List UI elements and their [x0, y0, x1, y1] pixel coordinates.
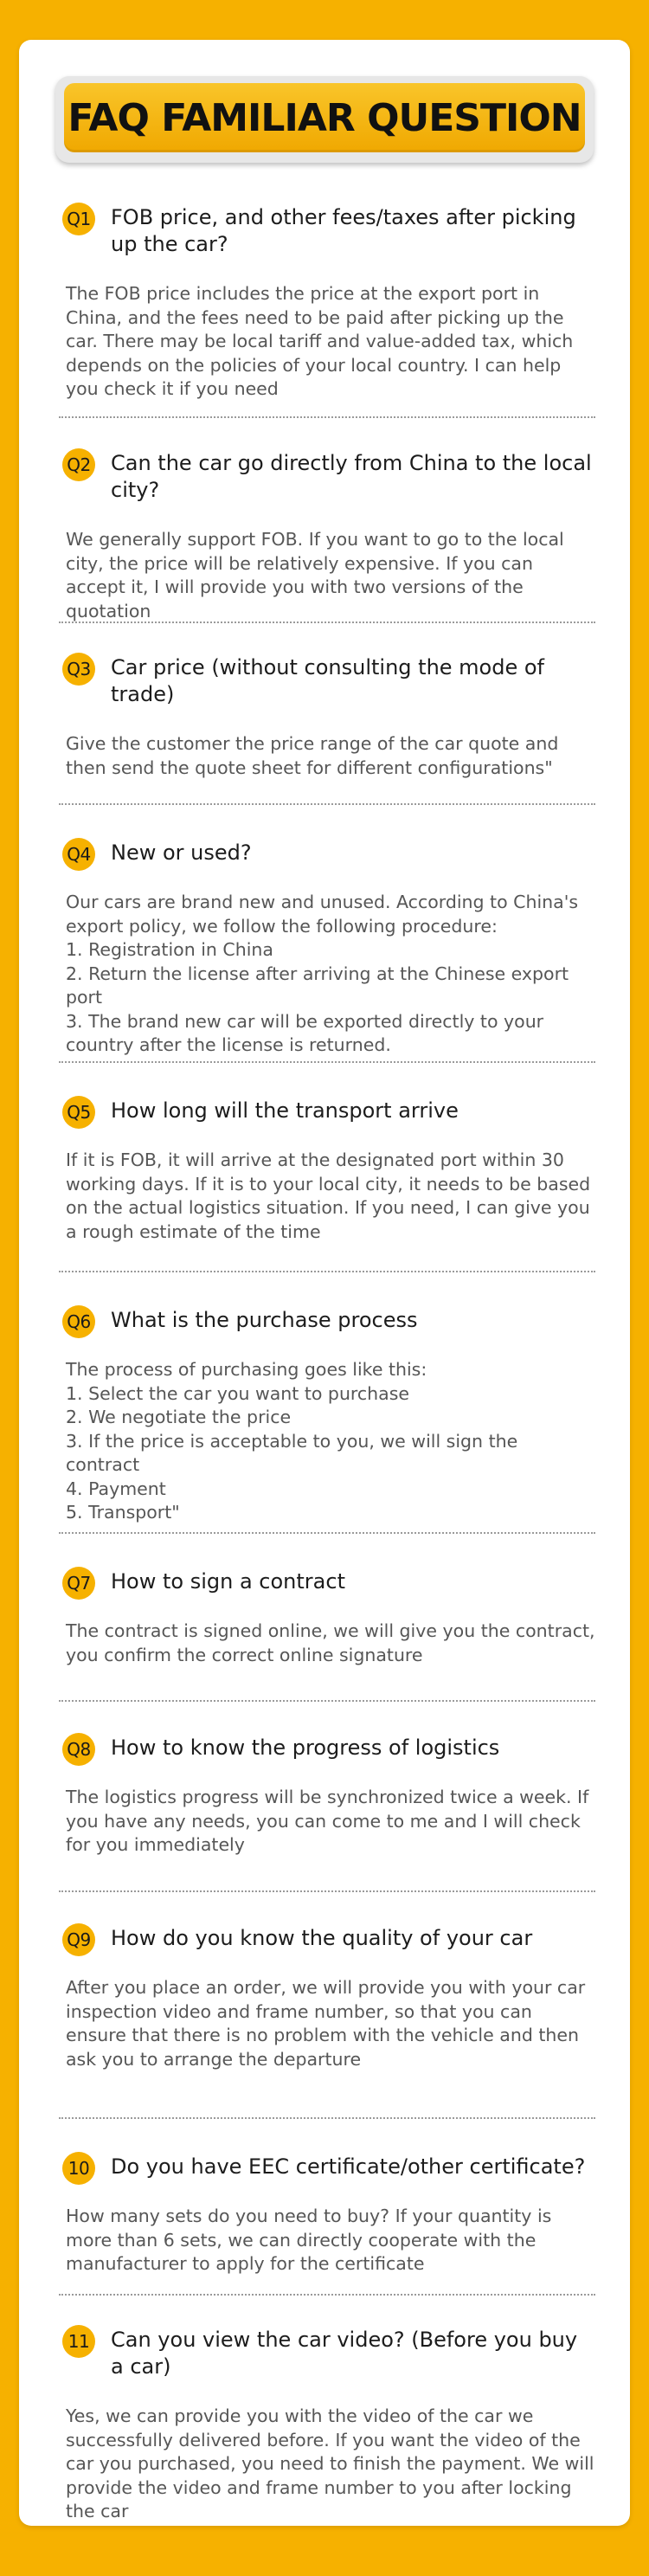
question-number-badge: Q2: [62, 448, 95, 481]
faq-item-4: [62, 838, 595, 1058]
question-text: Do you have EEC certificate/other certificate?: [111, 2154, 586, 2179]
dotted-divider: [59, 1532, 595, 1534]
question-text: How to know the progress of logistics: [111, 1736, 500, 1760]
dotted-divider: [59, 1890, 595, 1892]
question-text: How long will the transport arrive: [111, 1098, 459, 1123]
question-text: Can you view the car video? (Before you buy a car): [111, 2328, 578, 2379]
question-row: [62, 203, 595, 258]
question-number-badge: 11: [62, 2325, 95, 2358]
question-text: FOB price, and other fees/taxes after picking up the car?: [111, 205, 576, 256]
faq-item-8: [62, 1733, 595, 1858]
faq-item-1: [62, 203, 595, 402]
answer-text: After you place an order, we will provide you with your car inspection video and frame number, so that you can ensure that there is no problem with the vehicle and then ask you to arrange the departure: [66, 1977, 586, 2070]
answer-text: The FOB price includes the price at the export port in China, and the fees need to be paid after picking up the car. There may be local tariff and value-added tax, which depends on the policies of your local country. I can help you check it if you need: [66, 283, 574, 399]
answer-text: We generally support FOB. If you want to go to the local city, the price will be relatively expensive. If you can accept it, I will provide you with two versions of the quotation: [66, 529, 564, 621]
faq-item-9: [62, 1923, 595, 2071]
answer-text: The contract is signed online, we will give you the contract, you confirm the correct online signature: [66, 1620, 595, 1665]
faq-card: [19, 40, 630, 2526]
question-number-badge: Q9: [62, 1923, 95, 1956]
title-banner-inner: [64, 83, 585, 152]
faq-item-11: [62, 2325, 595, 2524]
question-row: [62, 448, 595, 504]
question-row: [62, 653, 595, 708]
answer-text: Our cars are brand new and unused. According to China's export policy, we follow the following procedure: 1. Registration in China 2. Return the license after arriving at the Chinese export port 3. The brand new car will be exported directly to your country after the license is returned.: [66, 892, 579, 1055]
question-number-badge: Q1: [62, 203, 95, 235]
question-number-badge: Q4: [62, 838, 95, 871]
faq-item-10: [62, 2152, 595, 2277]
answer-text: The logistics progress will be synchronized twice a week. If you have any needs, you can come to me and I will check for you immediately: [66, 1787, 589, 1855]
question-text: Car price (without consulting the mode of trade): [111, 655, 544, 706]
faq-item-3: [62, 653, 595, 780]
faq-item-7: [62, 1567, 595, 1667]
question-row: [62, 1923, 595, 1952]
dotted-divider: [59, 1700, 595, 1702]
question-row: [62, 838, 595, 866]
dotted-divider: [59, 416, 595, 418]
answer-text: If it is FOB, it will arrive at the designated port within 30 working days. If it is to your local city, it needs to be based on the actual logistics situation. If you need, I can give you a rough estimate of the time: [66, 1150, 591, 1242]
question-number-badge: Q3: [62, 653, 95, 686]
faq-item-5: [62, 1096, 595, 1244]
question-row: [62, 2325, 595, 2380]
question-number-badge: 10: [62, 2152, 95, 2185]
dotted-divider: [59, 621, 595, 623]
question-row: [62, 1096, 595, 1124]
answer-text: How many sets do you need to buy? If your quantity is more than 6 sets, we can directly cooperate with the manufacturer to apply for the certificate: [66, 2206, 552, 2274]
question-row: [62, 1305, 595, 1334]
title-banner: [55, 76, 594, 163]
question-row: [62, 1733, 595, 1761]
dotted-divider: [59, 1061, 595, 1063]
faq-item-2: [62, 448, 595, 623]
faq-item-6: [62, 1305, 595, 1525]
question-text: What is the purchase process: [111, 1308, 418, 1332]
dotted-divider: [59, 803, 595, 805]
question-text: Can the car go directly from China to the local city?: [111, 451, 592, 502]
dotted-divider: [59, 2294, 595, 2296]
dotted-divider: [59, 1271, 595, 1272]
question-row: [62, 2152, 595, 2180]
question-number-badge: Q7: [62, 1567, 95, 1600]
question-number-badge: Q5: [62, 1096, 95, 1129]
answer-text: The process of purchasing goes like this: 1. Select the car you want to purchase 2. We negotiate the price 3. If the price is acceptable to you, we will sign the contract 4. Payment 5. Transport": [66, 1359, 518, 1523]
question-row: [62, 1567, 595, 1595]
question-text: New or used?: [111, 840, 252, 865]
dotted-divider: [59, 2117, 595, 2119]
answer-text: Yes, we can provide you with the video of the car we successfully delivered before. If you want the video of the car you purchased, you need to finish the payment. We will provide the video and frame number to you after locking the car: [66, 2405, 594, 2521]
page-title: FAQ FAMILIAR QUESTION: [67, 95, 582, 140]
question-number-badge: Q8: [62, 1733, 95, 1766]
question-text: How do you know the quality of your car: [111, 1926, 533, 1950]
question-text: How to sign a contract: [111, 1569, 345, 1594]
question-number-badge: Q6: [62, 1305, 95, 1338]
answer-text: Give the customer the price range of the car quote and then send the quote sheet for different configurations": [66, 733, 559, 778]
